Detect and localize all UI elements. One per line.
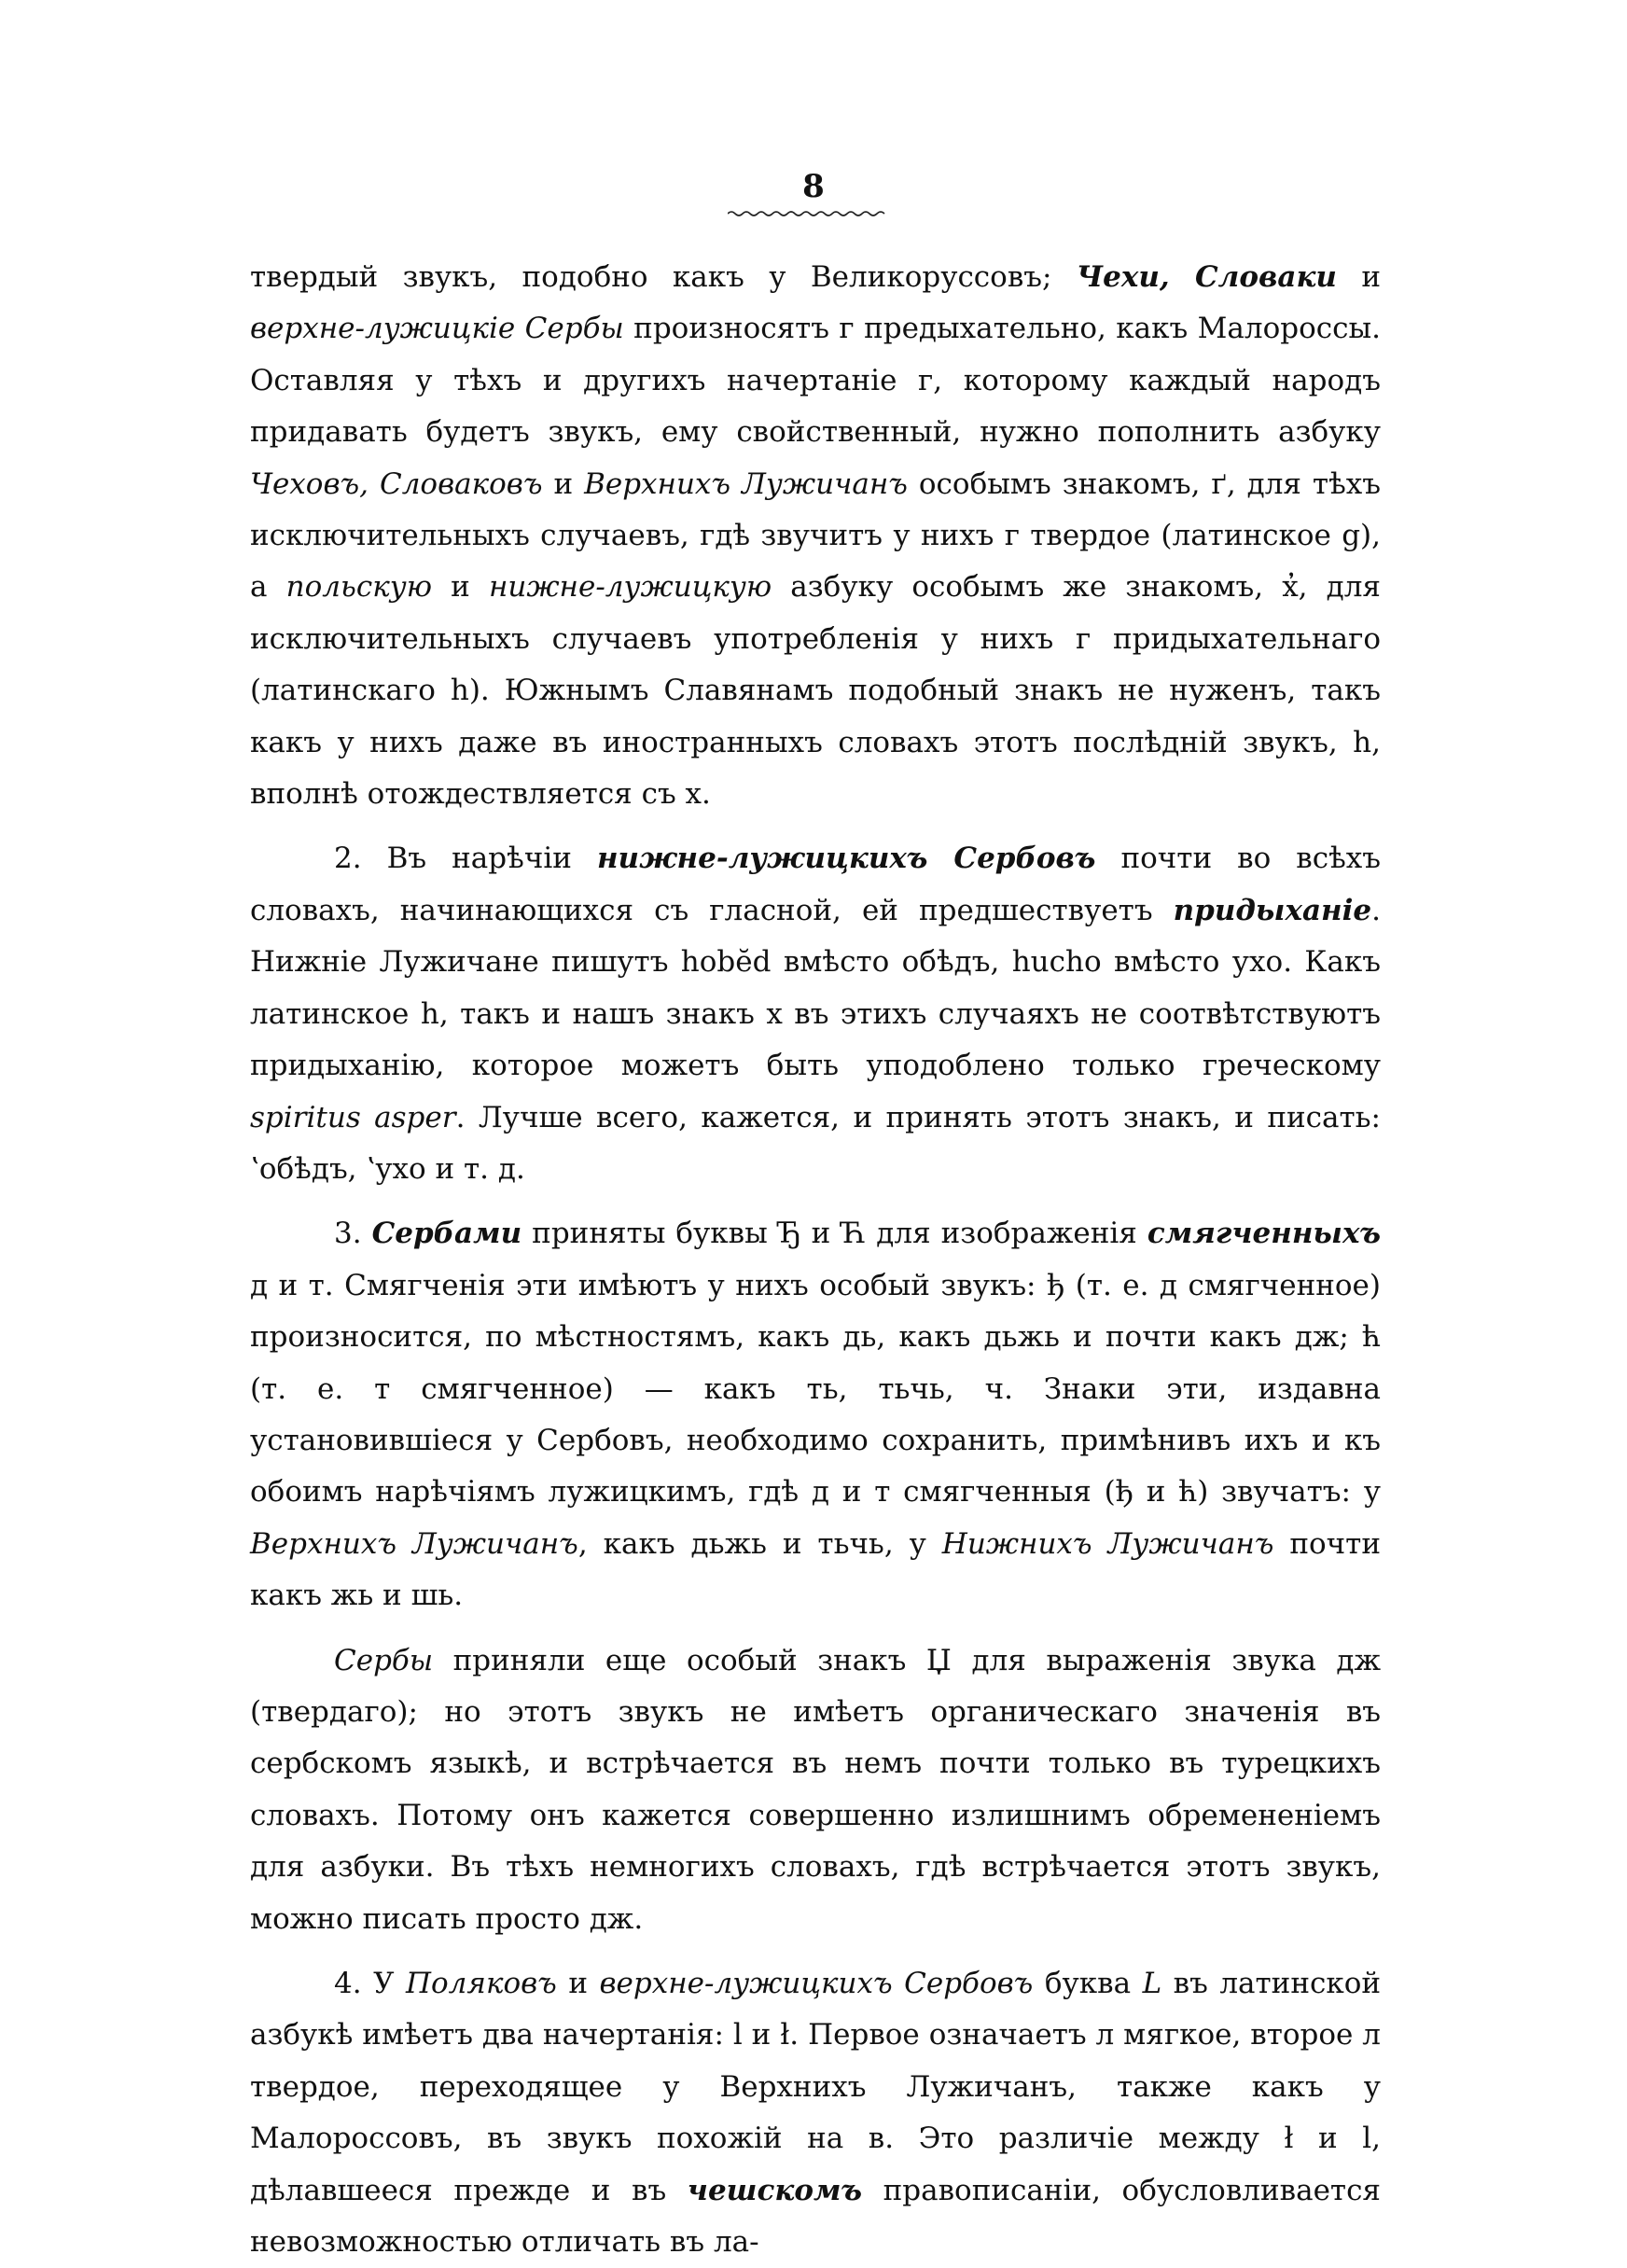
text-run: Верхнихъ Лужичанъ (250, 1526, 578, 1561)
paragraph (250, 252, 1381, 820)
text-run: Поляковъ (405, 1967, 557, 2000)
text-run: и (556, 1967, 600, 2000)
text-run: L (1142, 1967, 1162, 2000)
text-run: азбуку особымъ же знакомъ, х̓, для исключительныхъ случаевъ употребленія у нихъ г придыхательнаго (латинскаго h). Южнымъ Славянамъ подобный знакъ не нуженъ, такъ какъ у нихъ даже въ иностранныхъ словахъ этотъ послѣдній звукъ, h, вполнѣ отождествляется съ х. (250, 570, 1381, 812)
paragraph (250, 1958, 1381, 2268)
text-run: Чеховъ, Словаковъ (250, 466, 543, 501)
text-run: д и т. Смягченія эти имѣютъ у нихъ особый звукъ: ђ (т. е. д смягченное) произносится, по мѣстностямъ, какъ дь, какъ дьжь и почти какъ дж; ћ (т. е. т смягченное) — какъ ть, тьчь, ч. Знаки эти, издавна установившіеся у Сербовъ, необходимо сохранить, примѣнивъ ихъ и къ обоимъ нарѣчіямъ лужицкимъ, гдѣ д и т смягченныя (ђ и ћ) звучатъ: у (250, 1268, 1381, 1510)
text-run: смягченныхъ (1147, 1217, 1381, 1251)
text-run: и (432, 570, 489, 605)
body-text (250, 252, 1381, 2268)
text-run: и (542, 466, 585, 501)
text-run: приняли еще особый знакъ Џ для выраженія звука дж (твердаго); но этотъ звукъ не имѣетъ органическаго значенія въ сербскомъ языкѣ, и встрѣчается въ немъ почти только въ турецкихъ словахъ. Потому онъ кажется совершенно излишнимъ обремененіемъ для азбуки. Въ тѣхъ немногихъ словахъ, гдѣ встрѣчается этотъ звукъ, можно писать просто дж. (250, 1643, 1381, 1936)
text-run: и (1336, 260, 1382, 294)
page-number: 8 (802, 168, 825, 205)
text-run: твердый звукъ, подобно какъ у Великоруссовъ; (250, 260, 1077, 294)
text-run: Сербы (334, 1643, 434, 1677)
text-run: , какъ дьжь и тьчь, у (577, 1526, 942, 1561)
text-run: Чехи, Словаки (1076, 260, 1337, 294)
text-run: верхне-лужицкихъ Сербовъ (599, 1967, 1034, 2000)
paragraph (250, 833, 1381, 1195)
text-run: . Лучше всего, кажется, и принять этотъ знакъ, и писать: ʽобѣдъ, ʽухо и т. д. (250, 1100, 1381, 1186)
paragraph (250, 1635, 1381, 1945)
wavy-rule-ornament (728, 209, 886, 218)
text-run: нижне-лужицкихъ Сербовъ (596, 842, 1096, 876)
text-run: . Нижніе Лужичане пишутъ hobĕd вмѣсто обѣдъ, hucho вмѣсто ухо. Какъ латинское h, такъ и нашъ знакъ х въ этихъ случаяхъ не соотвѣтствуютъ придыханію, которое можетъ быть уподоблено только греческому (250, 893, 1381, 1083)
text-run: въ латинской азбукѣ имѣетъ два начертанія: l и ł. Первое означаетъ л мягкое, второе л твердое, переходящее у Верхнихъ Лужичанъ, также какъ у Малороссовъ, въ звукъ похожій на в. Это различіе между ł и l, дѣлавшееся прежде и въ (250, 1967, 1382, 2207)
text-run: верхне-лужицкіе Сербы (250, 312, 624, 346)
text-run: почти во всѣхъ словахъ, начинающихся съ гласной, ей предшествуетъ (250, 842, 1381, 927)
text-run: чешскомъ (687, 2173, 863, 2207)
text-run: почти какъ жь и шь. (250, 1526, 1381, 1613)
text-run: польскую (285, 570, 433, 605)
text-run: 3. (334, 1217, 372, 1251)
text-run: произносятъ г предыхательно, какъ Малороссы. Оставляя у тѣхъ и другихъ начертаніе г, которому каждый народъ придавать будетъ звукъ, ему свойственный, нужно пополнить азбуку (250, 312, 1381, 450)
text-run: придыханіе (1173, 893, 1372, 927)
text-run: Нижнихъ Лужичанъ (941, 1526, 1274, 1561)
text-run: буква (1033, 1967, 1143, 2000)
text-run: нижне-лужицкую (488, 570, 772, 605)
text-run: 4. У (334, 1967, 406, 2000)
text-run: Верхнихъ Лужичанъ (584, 466, 908, 501)
text-run: приняты буквы Ђ и Ћ для изображенія (521, 1217, 1147, 1251)
text-run: Сербами (371, 1217, 522, 1251)
text-run: особымъ знакомъ, ґ, для тѣхъ исключительныхъ случаевъ, гдѣ звучитъ у нихъ г твердое (латинское g), а (250, 466, 1381, 605)
text-run: 2. Въ нарѣчіи (334, 842, 597, 876)
text-run: правописаніи, обусловливается невозможностью отличать въ ла- (250, 2173, 1381, 2260)
paragraph (250, 1208, 1381, 1621)
text-run: spiritus asper (250, 1100, 456, 1134)
